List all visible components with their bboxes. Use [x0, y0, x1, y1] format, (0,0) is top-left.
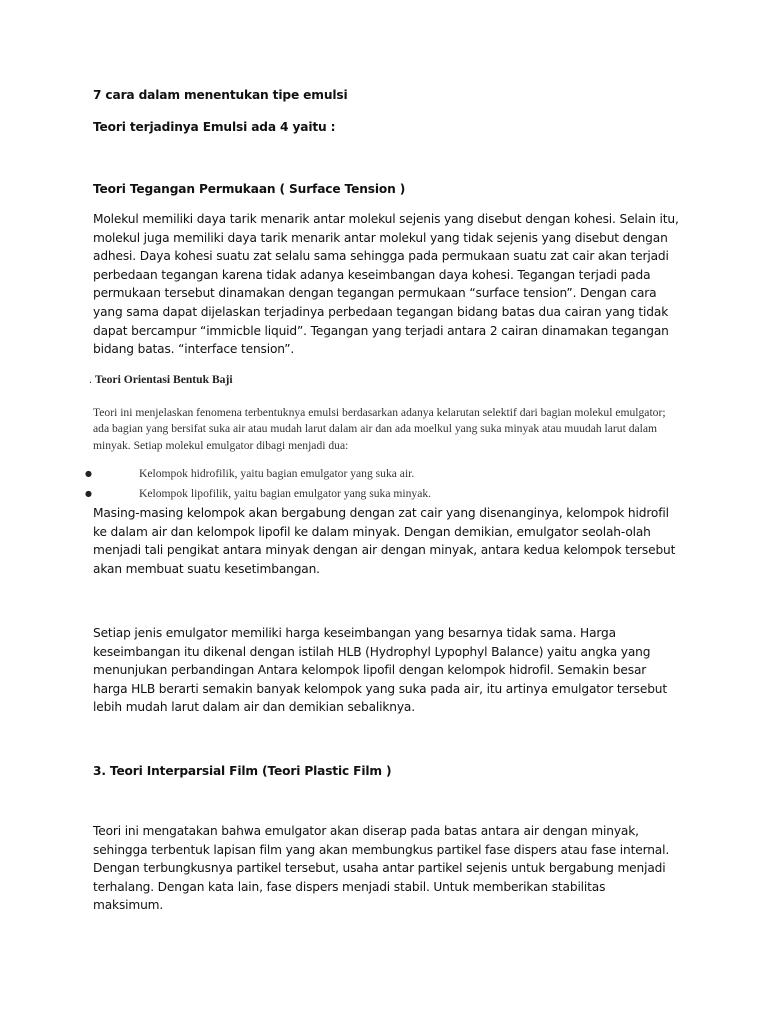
list-item-text: Kelompok hidrofilik, yaitu bagian emulgator yang suka air. — [139, 467, 415, 480]
section-body-surface-tension: Molekul memiliki daya tarik menarik antar molekul sejenis yang disebut dengan kohesi. Selain itu, molekul juga memiliki daya tarik menarik antar molekul yang tidak sejenis yang disebut dengan adhesi. Daya kohesi suatu zat selalu sama sehingga pada permukaan suatu zat cair akan terjadi perbedaan tegangan karena tidak adanya keseimbangan daya kohesi. Tegangan terjadi pada permukaan tersebut dinamakan dengan tegangan permukaan “surface tension”. Dengan cara yang sama dapat dijelaskan terjadinya perbedaan tegangan bidang batas dua cairan yang tidak dapat bercampur “immicble liquid”. Tegangan yang terjadi antara 2 cairan dinamakan tegangan bidang batas. “interface tension”. — [93, 212, 679, 357]
heading-text: Teori Orientasi Bentuk Baji — [94, 373, 233, 386]
list-item-text: Kelompok lipofilik, yaitu bagian emulgator yang suka minyak. — [139, 487, 432, 500]
section-body-hlb: Setiap jenis emulgator memiliki harga keseimbangan yang besarnya tidak sama. Harga keseimbangan itu dikenal dengan istilah HLB (Hydrophyl Lypophyl Balance) yaitu angka yang menunjukan perbandingan Antara kelompok lipofil dengan kelompok hidrofil. Semakin besar harga HLB berarti semakin banyak kelompok yang suka pada air, itu artinya emulgator tersebut lebih mudah larut dalam air dan demikian sebaliknya. — [93, 626, 667, 715]
document-title: 7 cara dalam menentukan tipe emulsi — [93, 88, 348, 102]
heading-prefix: . — [89, 373, 92, 386]
bullet-dot-icon: ● — [85, 489, 92, 498]
section-body-group-binding: Masing-masing kelompok akan bergabung dengan zat cair yang disenanginya, kelompok hidrofil ke dalam air dan kelompok lipofil ke dalam minyak. Dengan demikian, emulgator seolah-olah menjadi tali pengikat antara minyak dengan air dengan minyak, antara kedua kelompok tersebut akan membuat suatu kesetimbangan. — [93, 506, 676, 576]
section-body-wedge-theory: Teori ini menjelaskan fenomena terbentuknya emulsi berdasarkan adanya kelarutan selektif dari bagian molekul emulgator; ada bagian yang bersifat suka air atau mudah larut dalam air dan ada moelkul yang suka minyak atau muudah larut dalam minyak. Setiap molekul emulgator dibagi menjadi dua: — [93, 406, 666, 452]
section-body-interfacial-film: Teori ini mengatakan bahwa emulgator akan diserap pada batas antara air dengan minyak, sehingga terbentuk lapisan film yang akan membungkus partikel fase dispers atau fase internal. Dengan terbungkusnya partikel tersebut, usaha antar partikel sejenis untuk bergabung menjadi terhalang. Dengan kata lain, fase dispers menjadi stabil. Untuk memberikan stabilitas maksimum. — [93, 824, 670, 913]
section-heading-surface-tension: Teori Tegangan Permukaan ( Surface Tension ) — [93, 182, 406, 196]
section-heading-wedge-theory — [89, 372, 233, 388]
bullet-dot-icon: ● — [85, 469, 92, 478]
document-subtitle: Teori terjadinya Emulsi ada 4 yaitu : — [93, 120, 336, 134]
section-heading-interfacial-film: 3. Teori Interparsial Film (Teori Plastic Film ) — [93, 764, 392, 778]
